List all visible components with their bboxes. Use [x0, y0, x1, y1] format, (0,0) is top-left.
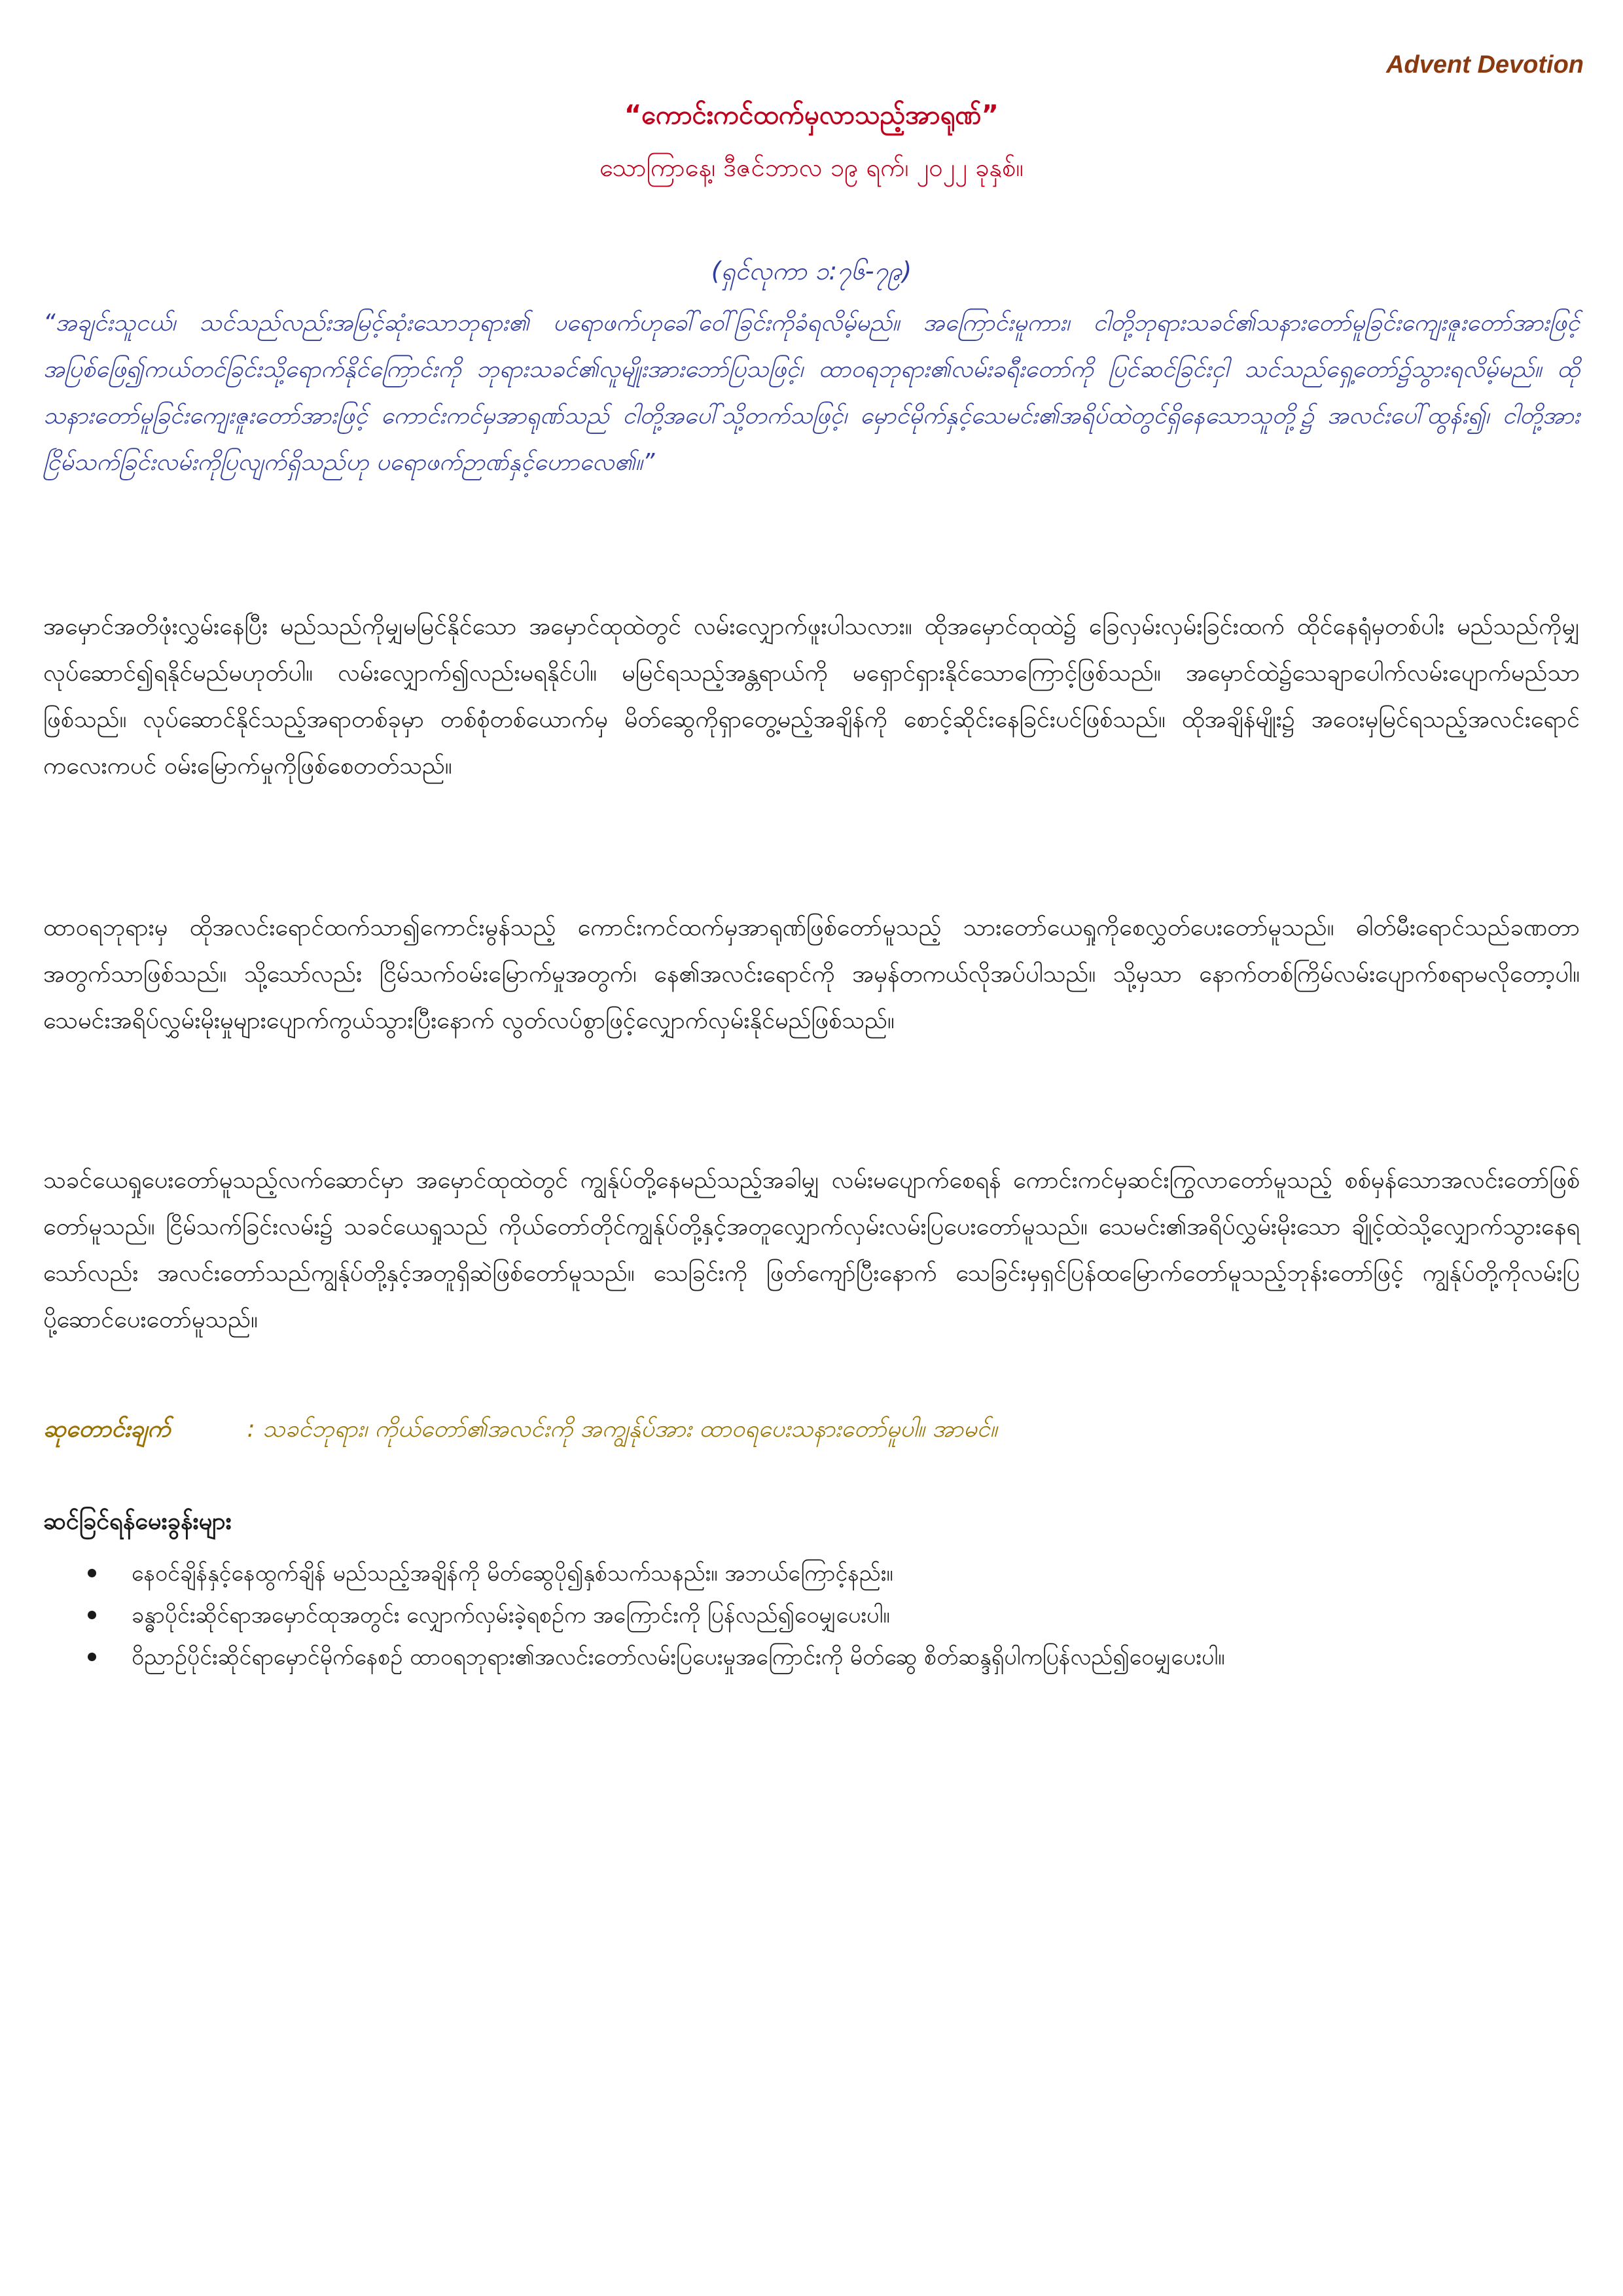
list-item [43, 1594, 1580, 1636]
prayer-label: ဆုတောင်းချက် [43, 1416, 171, 1443]
prayer-text: : သခင်ဘုရား၊ ကိုယ်တော်၏အလင်းကို အကျွန်ုပ်အား ထာဝရပေးသနားတော်မူပါ။ အာမင်။ [247, 1416, 997, 1443]
bullet-icon [88, 1611, 96, 1619]
body-paragraph-3: သခင်ယေရှုပေးတော်မူသည့်လက်ဆောင်မှာ အမှောင်ထုထဲတွင် ကျွန်ုပ်တို့နေမည်သည့်အခါမျှ လမ်းမပျောက်စေရန် ကောင်းကင်မှဆင်းကြွလာတော်မူသည့် စစ်မှန်သောအလင်းတော်ဖြစ်တော်မူသည်။ ငြိမ်သက်ခြင်းလမ်း၌ သခင်ယေရှုသည် ကိုယ်တော်တိုင်ကျွန်ုပ်တို့နှင့်အတူလျှောက်လှမ်းလမ်းပြပေးတော်မူသည်။ သေမင်း၏အရိပ်လွှမ်းမိုးသော ချိုင့်ထဲသို့လျှောက်သွားနေရသော်လည်း အလင်းတော်သည်ကျွန်ုပ်တို့နှင့်အတူရှိဆဲဖြစ်တော်မူသည်။ သေခြင်းကို ဖြတ်ကျော်ပြီးနောက် သေခြင်းမှရှင်ပြန်ထမြောက်တော်မူသည့်ဘုန်းတော်ဖြင့် ကျွန်ုပ်တို့ကိုလမ်းပြပို့ဆောင်ပေးတော်မူသည်။ [43, 1167, 1580, 1333]
bullet-icon [88, 1569, 96, 1577]
header-tag: Advent Devotion [1386, 51, 1584, 79]
devotion-title: “ကောင်းကင်ထက်မှလာသည့်အာရုဏ်” [624, 100, 999, 130]
scripture-reference: (ရှင်လုကာ ၁:၇၆-၇၉) [711, 257, 912, 285]
bullet-icon [88, 1653, 96, 1661]
question-text: ခန္ဓာပိုင်းဆိုင်ရာအမှောင်ထုအတွင်း လျှောက်လှမ်းခဲ့ရစဉ်က အကြောင်းကို ပြန်လည်၍ဝေမျှပေးပါ။ [132, 1602, 890, 1628]
question-text: နေဝင်ချိန်နှင့်နေထွက်ချိန် မည်သည့်အချိန်ကို မိတ်ဆွေပို၍နှစ်သက်သနည်း။ အဘယ်ကြောင့်နည်း။ [132, 1560, 893, 1587]
question-text: ဝိညာဉ်ပိုင်းဆိုင်ရာမှောင်မိုက်နေစဉ် ထာဝရဘုရား၏အလင်းတော်လမ်းပြပေးမှုအကြောင်းကို မိတ်ဆွေ စိတ်ဆန္ဒရှိပါကပြန်လည်၍ဝေမျှပေးပါ။ [132, 1644, 1225, 1670]
list-item [43, 1552, 1580, 1594]
questions-list [43, 1552, 1580, 1678]
prayer-block [43, 1406, 1580, 1452]
scripture-text: “အချင်းသူငယ်၊ သင်သည်လည်းအမြင့်ဆုံးသောဘုရား၏ ပရောဖက်ဟုခေါ်ဝေါ်ခြင်းကိုခံရလိမ့်မည်။ အကြောင်းမူကား၊ ငါတို့ဘုရားသခင်၏သနားတော်မူခြင်းကျေးဇူးတော်အားဖြင့် အပြစ်ဖြေ၍ကယ်တင်ခြင်းသို့ရောက်နိုင်ကြောင်းကို ဘုရားသခင်၏လူမျိုးအားဘော်ပြသဖြင့်၊ ထာဝရဘုရား၏လမ်းခရီးတော်ကို ပြင်ဆင်ခြင်းငှါ သင်သည်ရှေ့တော်၌သွားရလိမ့်မည်။ ထိုသနားတော်မူခြင်းကျေးဇူးတော်အားဖြင့် ကောင်းကင်မှအာရုဏ်သည် ငါတို့အပေါ်သို့တက်သဖြင့်၊ မှောင်မိုက်နှင့်သေမင်း၏အရိပ်ထဲတွင်ရှိနေသောသူတို့၌ အလင်းပေါ်ထွန်း၍၊ ငါတို့အားငြိမ်သက်ခြင်းလမ်းကိုပြလျက်ရှိသည်ဟု ပရောဖက်ဉာဏ်နှင့်ဟောလေ၏။” [43, 310, 1580, 476]
questions-heading: ဆင်ခြင်ရန်မေးခွန်းများ [43, 1508, 232, 1535]
list-item [43, 1636, 1580, 1678]
body-paragraph-1: အမှောင်အတိဖုံးလွှမ်းနေပြီး မည်သည်ကိုမျှမမြင်နိုင်သော အမှောင်ထုထဲတွင် လမ်းလျှောက်ဖူးပါသလား။ ထိုအမှောင်ထုထဲ၌ ခြေလှမ်းလှမ်းခြင်းထက် ထိုင်နေရုံမှတစ်ပါး မည်သည်ကိုမျှလုပ်ဆောင်၍ရနိုင်မည်မဟုတ်ပါ။ လမ်းလျှောက်၍လည်းမရနိုင်ပါ။ မမြင်ရသည့်အန္တရာယ်ကို မရှောင်ရှားနိုင်သောကြောင့်ဖြစ်သည်။ အမှောင်ထဲ၌သေချာပေါက်လမ်းပျောက်မည်သာဖြစ်သည်။ လုပ်ဆောင်နိုင်သည့်အရာတစ်ခုမှာ တစ်စုံတစ်ယောက်မှ မိတ်ဆွေကိုရှာတွေ့မည့်အချိန်ကို စောင့်ဆိုင်းနေခြင်းပင်ဖြစ်သည်။ ထိုအချိန်မျိုး၌ အဝေးမှမြင်ရသည့်အလင်းရောင်ကလေးကပင် ဝမ်းမြောက်မှုကိုဖြစ်စေတတ်သည်။ [43, 613, 1580, 780]
date-line: သောကြာနေ့၊ ဒီဇင်ဘာလ ၁၉ ရက်၊ ၂၀၂၂ ခုနှစ်။ [599, 153, 1024, 182]
body-paragraph-2: ထာဝရဘုရားမှ ထိုအလင်းရောင်ထက်သာ၍ကောင်းမွန်သည့် ကောင်းကင်ထက်မှအာရုဏ်ဖြစ်တော်မူသည့် သားတော်ယေရှုကိုစေလွှတ်ပေးတော်မူသည်။ ဓါတ်မီးရောင်သည်ခဏတာအတွက်သာဖြစ်သည်။ သို့သော်လည်း ငြိမ်သက်ဝမ်းမြောက်မှုအတွက်၊ နေ၏အလင်းရောင်ကို အမှန်တကယ်လိုအပ်ပါသည်။ သို့မှသာ နောက်တစ်ကြိမ်လမ်းပျောက်စရာမလိုတော့ပါ။ သေမင်းအရိပ်လွှမ်းမိုးမှုများပျောက်ကွယ်သွားပြီးနောက် လွတ်လပ်စွာဖြင့်လျှောက်လှမ်းနိုင်မည်ဖြစ်သည်။ [43, 914, 1580, 1034]
